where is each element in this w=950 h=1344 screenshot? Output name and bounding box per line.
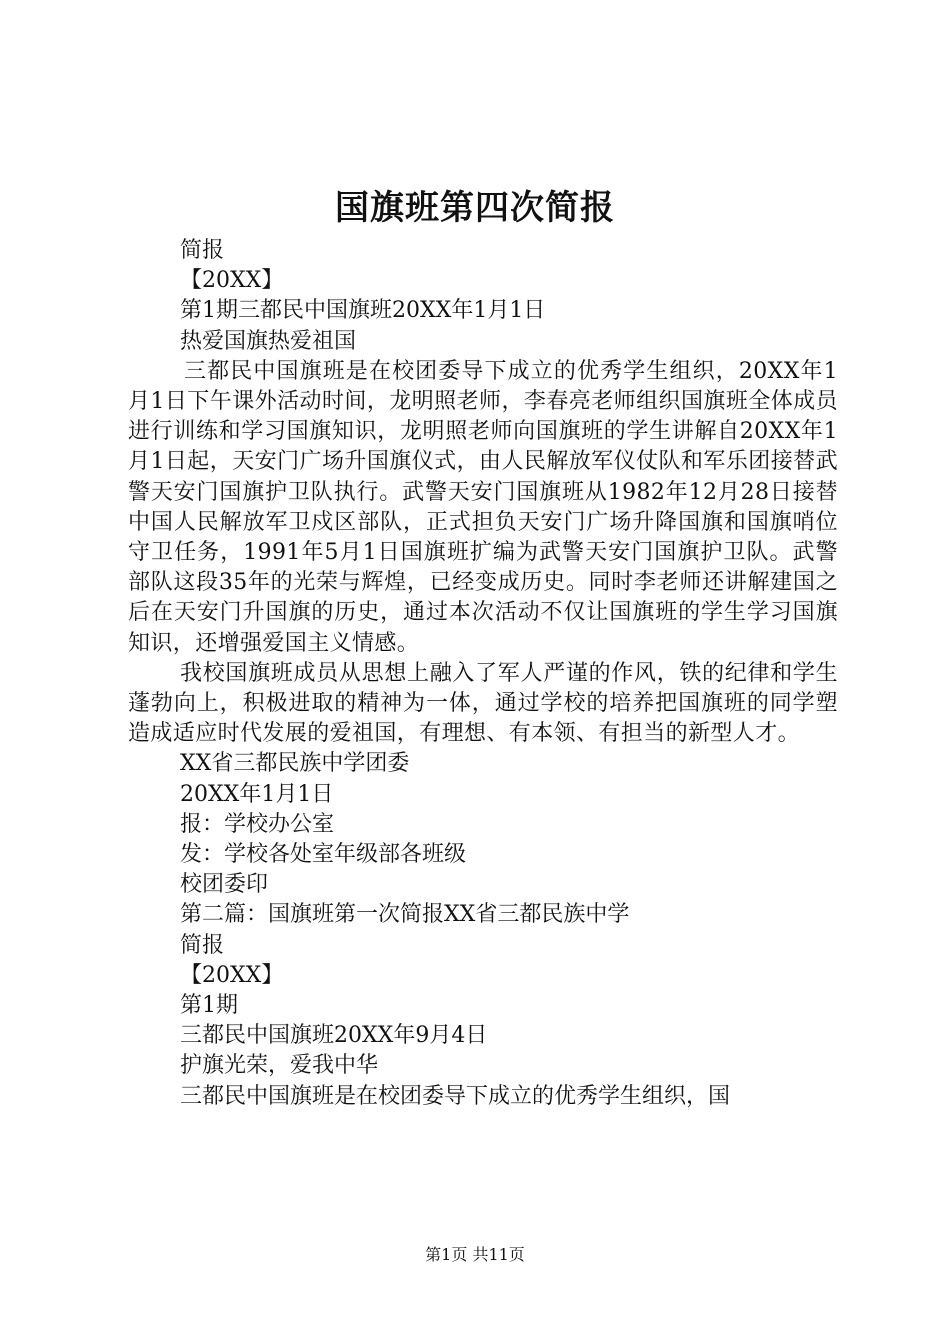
- doc-line-report-to: 报：学校办公室: [180, 811, 335, 837]
- doc-line-issue-2: 第1期: [180, 993, 238, 1019]
- page-footer: 第1页 共11页: [425, 1245, 525, 1264]
- doc-line-jianbao-2: 简报: [180, 932, 225, 958]
- doc-line-issue-date: 第1期三都民中国旗班20XX年1月1日: [180, 298, 546, 324]
- doc-line-year-bracket-2: 【20XX】: [180, 962, 284, 988]
- doc-line-send-to: 发：学校各处室年级部各班级: [180, 842, 467, 868]
- doc-line-issue-date-2: 三都民中国旗班20XX年9月4日: [180, 1023, 488, 1049]
- doc-line-year-bracket: 【20XX】: [180, 268, 284, 294]
- doc-line-slogan-2: 护旗光荣，爱我中华: [180, 1053, 379, 1079]
- doc-line-jianbao: 简报: [180, 238, 225, 263]
- doc-line-seal: 校团委印: [180, 872, 269, 898]
- doc-line-sign-date: 20XX年1月1日: [180, 781, 334, 807]
- body-paragraph-1: 三都民中国旗班是在校团委导下成立的优秀学生组织，20XX年1月1日下午课外活动时间，龙明照老师，李春亮老师组织国旗班全体成员进行训练和学习国旗知识，龙明照老师向国旗班的学生讲解自20XX年1月1日起，天安门广场升国旗仪式，由人民解放军仪仗队和军乐团接替武警天安门国旗护卫队执行。武警天安门国旗班从1982年12月28日接替中国人民解放军卫戍区部队，正式担负天安门广场升降国旗和国旗哨位守卫任务，1991年5月1日国旗班扩编为武警天安门国旗护卫队。武警部队这段35年的光荣与辉煌，已经变成历史。同时李老师还讲解建国之后在天安门升国旗的历史，通过本次活动不仅让国旗班的学生学习国旗知识，还增强爱国主义情感。: [128, 358, 838, 656]
- doc-line-slogan: 热爱国旗热爱祖国: [180, 328, 357, 354]
- doc-line-paragraph-start: 三都民中国旗班是在校团委导下成立的优秀学生组织，国: [180, 1083, 731, 1109]
- document-body: [128, 236, 838, 1112]
- document-title: 国旗班第四次简报: [335, 188, 615, 228]
- doc-line-second-article-heading: 第二篇：国旗班第一次简报XX省三都民族中学: [180, 902, 630, 928]
- body-paragraph-2: 我校国旗班成员从思想上融入了军人严谨的作风，铁的纪律和学生蓬勃向上，积极进取的精神为一体，通过学校的培养把国旗班的同学塑造成适应时代发展的爱祖国，有理想、有本领、有担当的新型人才。: [128, 660, 838, 747]
- doc-line-organization: XX省三都民族中学团委: [180, 751, 410, 777]
